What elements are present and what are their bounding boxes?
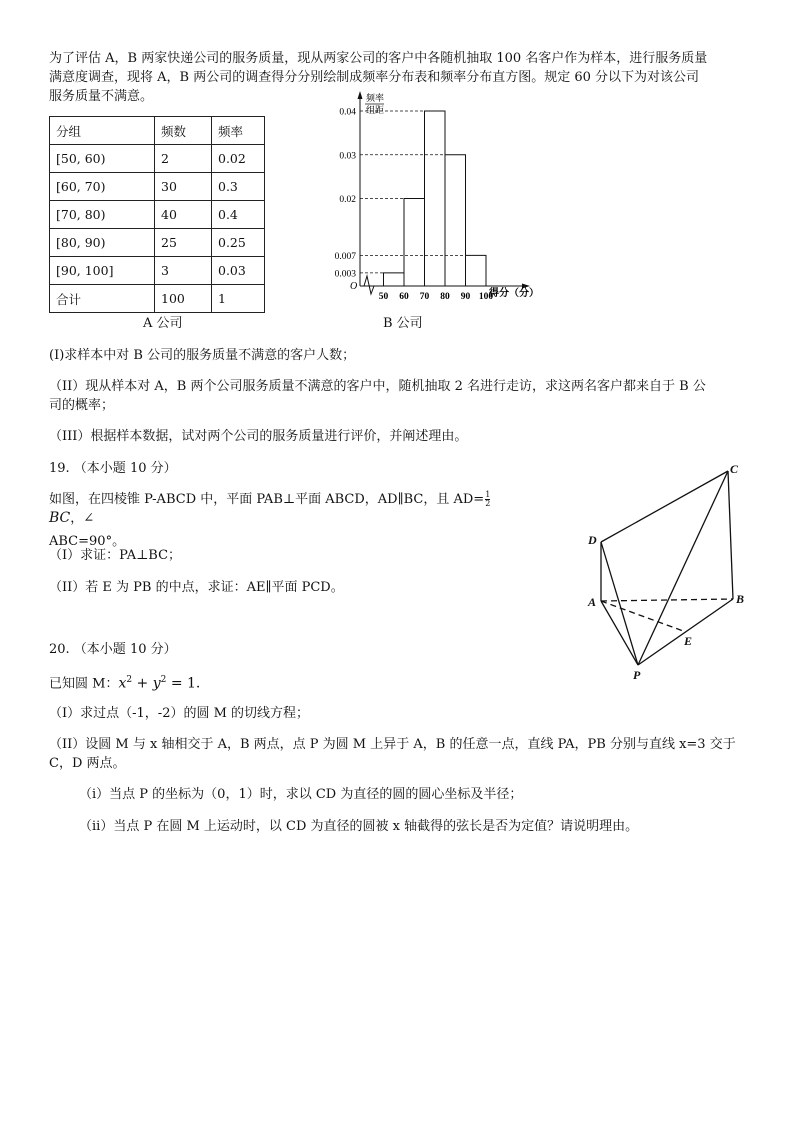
fraction-denominator: 2 (485, 499, 491, 508)
table-cell: 30 (155, 173, 212, 201)
q19-part-1: （I）求证：PA⊥BC； (49, 548, 182, 563)
table-cell: 0.02 (212, 145, 265, 173)
histogram-bar (466, 255, 487, 286)
q20-part-2-line-1: （II）设圆 M 与 x 轴相交于 A，B 两点，点 P 为圆 M 上异于 A，B 的任意一点，直线 PA，PB 分别与直线 x=3 交于 (49, 737, 736, 752)
histogram-bar (425, 111, 446, 286)
table-cell: [70, 80) (50, 201, 155, 229)
x-tick-label: 90 (460, 292, 471, 302)
x-tick-label: 80 (440, 292, 450, 302)
table-a-caption: A 公司 (143, 316, 183, 331)
q19-stem-bc: BC (49, 510, 71, 526)
table-cell: [60, 70) (50, 173, 155, 201)
q20-stem (49, 671, 200, 693)
histogram-bar (384, 273, 405, 286)
table-header-count: 频数 (155, 117, 212, 145)
x-tick-label: 60 (399, 292, 409, 302)
table-cell: 40 (155, 201, 212, 229)
q20-title: 20. （本小题 10 分） (49, 642, 177, 657)
eq-y-exponent: 2 (160, 675, 167, 685)
eq-y: y (152, 675, 161, 692)
edge-dp (601, 542, 638, 665)
origin-label: O (350, 281, 358, 292)
vertex-label-d: D (588, 533, 597, 547)
intro-line-3: 服务质量不满意。 (49, 89, 154, 104)
histogram-bar (445, 155, 466, 286)
y-tick-label: 0.003 (334, 269, 356, 280)
table-cell: 2 (155, 145, 212, 173)
table-header-freq: 频率 (212, 117, 265, 145)
y-axis-label-bottom: 组距 (366, 105, 385, 115)
q20-part-1: （I）求过点（-1，-2）的圆 M 的切线方程； (49, 706, 310, 721)
y-tick-label: 0.03 (339, 151, 356, 162)
eq-rhs: = 1. (166, 675, 201, 692)
q18-part-2-line-2: 司的概率； (49, 398, 115, 413)
table-cell: 1 (212, 285, 265, 313)
pyramid-figure (580, 455, 755, 685)
q20-part-2-line-2: C，D 两点。 (49, 756, 126, 771)
x-tick-label: 50 (378, 292, 389, 302)
frequency-table-a (49, 116, 265, 313)
x-tick-label: 100 (478, 292, 494, 302)
q20-subpart-i: （i）当点 P 的坐标为（0，1）时，求以 CD 为直径的圆的圆心坐标及半径； (79, 787, 523, 802)
histogram-b (320, 88, 570, 306)
q18-part-1: (I)求样本中对 B 公司的服务质量不满意的客户人数； (49, 348, 356, 363)
y-tick-label: 0.04 (339, 107, 356, 118)
q19-stem-line-2: ABC=90°。 (49, 534, 126, 549)
vertex-label-p: P (633, 668, 641, 682)
eq-x: x (118, 675, 127, 692)
table-cell: 合计 (50, 285, 155, 313)
q19-part-2: （II）若 E 为 PB 的中点，求证：AE∥平面 PCD。 (49, 580, 344, 595)
fraction-one-half (485, 491, 490, 508)
q20-part-2 (49, 735, 769, 773)
vertex-label-b: B (736, 592, 745, 606)
intro-line-1: 为了评估 A，B 两家快递公司的服务质量，现从两家公司的客户中各随机抽取 100 名客户作为样本，进行服务质量 (49, 51, 708, 66)
q19-stem-text: 如图，在四棱锥 P-ABCD 中，平面 PAB⊥平面 ABCD，AD∥BC，且 AD= (49, 492, 485, 507)
table-cell: [80, 90) (50, 229, 155, 257)
y-tick-label: 0.007 (334, 251, 356, 262)
q18-part-3: （III）根据样本数据，试对两个公司的服务质量进行评价，并阐述理由。 (49, 429, 468, 444)
table-cell: 25 (155, 229, 212, 257)
fraction-numerator: 1 (485, 490, 491, 499)
intro-line-2: 满意度调查，现将 A，B 两公司的调查得分分别绘制成频率分布表和频率分布直方图。规定 60 分以下为对该公司 (49, 70, 700, 85)
edge-ab-hidden (601, 599, 733, 601)
y-axis-label-top: 频率 (366, 93, 385, 103)
histogram-bar (404, 199, 425, 287)
q18-part-2 (49, 377, 769, 415)
q20-stem-text: 已知圆 M： (49, 676, 119, 692)
q20-subpart-ii: （ii）当点 P 在圆 M 上运动时，以 CD 为直径的圆被 x 轴截得的弦长是否为定值？请说明理由。 (79, 819, 639, 834)
vertex-label-e: E (684, 634, 693, 648)
table-cell: 0.03 (212, 257, 265, 285)
q19-stem (49, 490, 519, 551)
table-cell: 3 (155, 257, 212, 285)
table-cell: 0.4 (212, 201, 265, 229)
x-tick-label: 70 (419, 292, 430, 302)
eq-x-exponent: 2 (126, 675, 133, 685)
table-cell: [50, 60) (50, 145, 155, 173)
table-cell: 100 (155, 285, 212, 313)
table-header-group: 分组 (50, 117, 155, 145)
edge-ap (601, 601, 638, 665)
edge-cp (638, 471, 728, 665)
histogram-b-caption: B 公司 (383, 316, 423, 331)
axis-break-mark (364, 276, 374, 294)
q19-title: 19. （本小题 10 分） (49, 461, 177, 476)
q18-part-2-line-1: （II）现从样本对 A，B 两个公司服务质量不满意的客户中，随机抽取 2 名进行走访，求这两名客户都来自于 B 公 (49, 379, 706, 394)
edge-dc (601, 471, 728, 542)
q19-stem-angle: ，∠ (70, 511, 95, 526)
table-cell: 0.3 (212, 173, 265, 201)
edge-cb (728, 471, 733, 599)
y-tick-label: 0.02 (339, 195, 356, 205)
vertex-label-a: A (588, 595, 597, 609)
eq-plus: + (132, 675, 153, 692)
table-cell: 0.25 (212, 229, 265, 257)
vertex-label-c: C (730, 462, 739, 476)
x-axis-label: 得分（分） (489, 288, 539, 299)
y-axis-arrow (358, 91, 363, 99)
table-cell: [90, 100] (50, 257, 155, 285)
edge-ae-hidden (601, 601, 686, 632)
